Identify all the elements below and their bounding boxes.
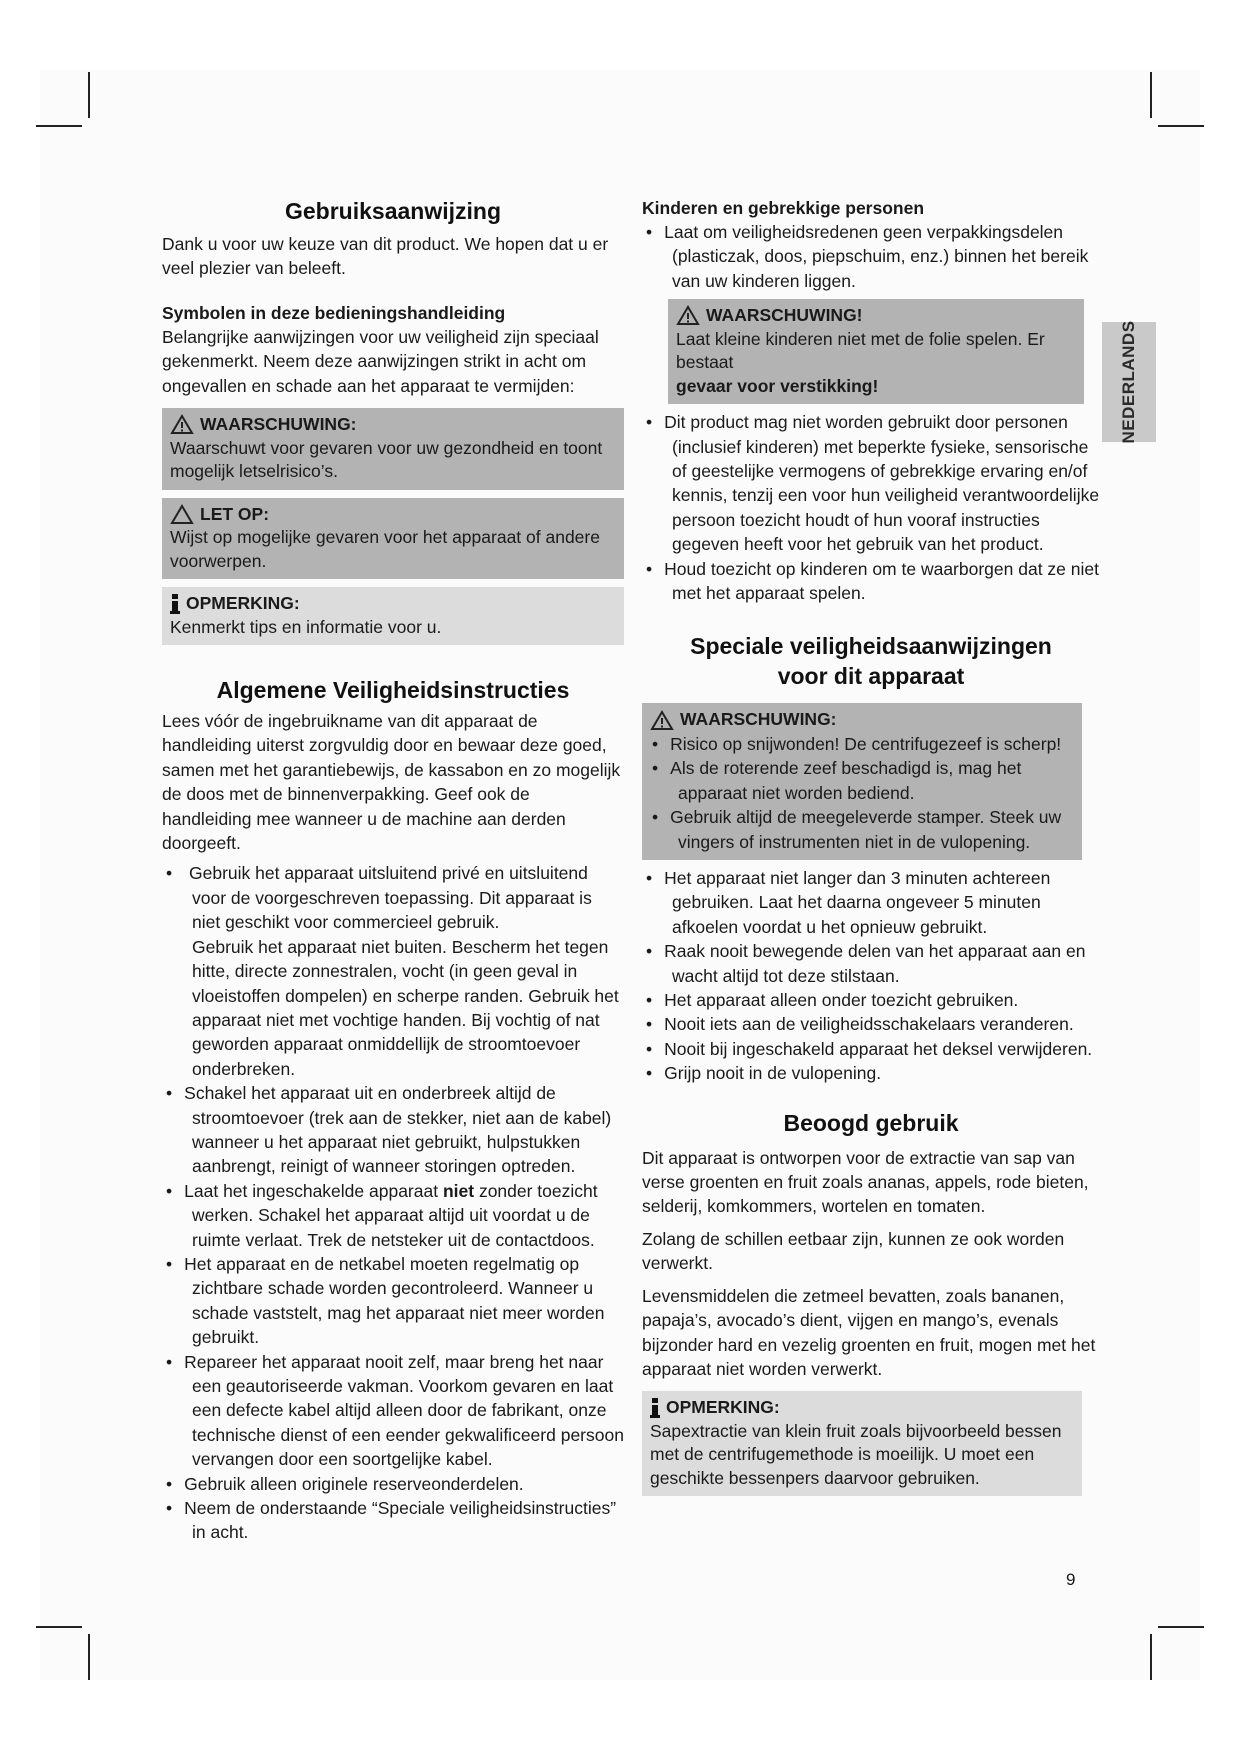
children-warning-bold: gevaar voor verstikking! <box>676 375 879 396</box>
special-title <box>642 631 1100 691</box>
general-safety-list <box>162 861 624 1544</box>
list-item: • Gebruik alleen originele reserveonderdelen. <box>162 1472 624 1496</box>
info-icon <box>170 594 180 614</box>
info-icon <box>650 1398 660 1418</box>
intended-use-text-1: Dit apparaat is ontworpen voor de extractie van sap van verse groenten en fruit zoals ananas, appels, rode bieten, selderij, komkommers, wortelen en tomaten. <box>642 1147 1089 1217</box>
general-intro: Lees vóór de ingebruikname van dit apparaat de handleiding uiterst zorgvuldig door en bewaar deze goed, samen met het garantiebewijs, de kassabon en zo mogelijk de doos met de binnenverpakking. Geef ook de handleiding mee wanneer u de machine aan derden doorgeeft. <box>162 711 621 854</box>
language-tab-label: NEDERLANDS <box>1119 320 1138 444</box>
list-item: • Grijp nooit in de vulopening. <box>642 1061 1100 1085</box>
caution-box <box>162 498 624 580</box>
intended-use-text-2: Zolang de schillen eetbaar zijn, kunnen ze ook worden verwerkt. <box>642 1228 1065 1274</box>
right-column <box>642 196 1100 1496</box>
list-item: • Neem de onderstaande “Speciale veiligheidsinstructies” in acht. <box>162 1496 624 1545</box>
special-warning-list <box>650 732 1074 854</box>
special-warning-title: WAARSCHUWING: <box>680 709 837 730</box>
children-warning-title: WAARSCHUWING! <box>706 305 863 326</box>
list-item: • Laat het ingeschakelde apparaat niet zonder toezicht werken. Schakel het apparaat altijd uit voordat u de ruimte verlaat. Trek de netsteker uit de contactdoos. <box>162 1179 624 1252</box>
list-item: • Het apparaat alleen onder toezicht gebruiken. <box>642 988 1100 1012</box>
children-list-2 <box>642 410 1100 605</box>
crop-mark <box>36 1626 82 1628</box>
warning-box-title: WAARSCHUWING: <box>200 414 357 435</box>
intended-note-title: OPMERKING: <box>666 1397 780 1418</box>
list-item: • Als de roterende zeef beschadigd is, mag het apparaat niet worden bediend. <box>650 756 1074 805</box>
list-item: • Gebruik altijd de meegeleverde stamper. Steek uw vingers of instrumenten niet in de vulopening. <box>650 805 1074 854</box>
special-list <box>642 866 1100 1086</box>
warning-triangle-icon <box>650 710 674 731</box>
crop-mark <box>88 72 90 118</box>
special-title-line-2: voor dit apparaat <box>777 663 965 690</box>
crop-mark <box>88 1634 90 1680</box>
list-item: • Risico op snijwonden! De centrifugezeef is scherp! <box>650 732 1074 756</box>
symbols-heading: Symbolen in deze bedieningshandleiding <box>162 302 506 323</box>
intended-use-text-3: Levensmiddelen die zetmeel bevatten, zoals bananen, papaja’s, avocado’s dient, vijgen en mango’s, evenals bijzonder hard en vezelig groenten en fruit, mogen met het apparaat niet worden verwerkt. <box>642 1285 1096 1379</box>
list-item: • Gebruik het apparaat uitsluitend privé en uitsluitend voor de voorgeschreven toepassing. Dit apparaat is niet geschikt voor commercieel gebruik. Gebruik het apparaat niet buiten. Bescherm het tegen hitte, directe zonnestralen, vocht (in geen geval in vloeistoffen dompelen) en scherpe randen. Gebruik het apparaat niet met vochtige handen. Bij vochtig of nat geworden apparaat onmiddellijk de stroomtoevoer onderbreken. <box>162 861 624 1081</box>
note-box-text: Kenmerkt tips en informatie voor u. <box>170 616 442 637</box>
warning-triangle-icon <box>170 414 194 435</box>
crop-mark <box>36 125 82 127</box>
children-warning-text: Laat kleine kinderen niet met de folie spelen. Er bestaat <box>676 328 1045 373</box>
list-item: • Repareer het apparaat nooit zelf, maar breng het naar een geautoriseerde vakman. Voorkom gevaren en laat een defecte kabel altijd alleen door de fabrikant, onze technische dienst of een eender gekwalificeerd persoon vervangen door een soortgelijke kabel. <box>162 1350 624 1472</box>
intro-text: Dank u voor uw keuze van dit product. We hopen dat u er veel plezier van beleeft. <box>162 234 609 279</box>
special-warning-box <box>642 703 1082 860</box>
list-item: • Dit product mag niet worden gebruikt door personen (inclusief kinderen) met beperkte fysieke, sensorische of geestelijke vermogens of gebrekkige ervaring en/of kennis, tenzij een voor hun veiligheid verantwoordelijke persoon toezicht houdt of hun vooraf instructies gegeven heeft voor het gebruik van het product. <box>642 410 1100 556</box>
general-safety-title: Algemene Veiligheidsinstructies <box>216 677 570 704</box>
crop-mark <box>1158 125 1204 127</box>
children-warning-box <box>668 299 1084 404</box>
caution-box-text: Wijst op mogelijke gevaren voor het apparaat of andere voorwerpen. <box>170 527 600 571</box>
caution-box-title: LET OP: <box>200 503 270 524</box>
note-box-title: OPMERKING: <box>186 593 300 614</box>
warning-box <box>162 408 624 490</box>
caution-triangle-icon <box>170 504 194 525</box>
list-item: • Het apparaat en de netkabel moeten regelmatig op zichtbare schade worden gecontroleerd. Wanneer u schade vaststelt, mag het apparaat niet meer worden gebruikt. <box>162 1252 624 1350</box>
list-item: • Nooit bij ingeschakeld apparaat het deksel verwijderen. <box>642 1037 1100 1061</box>
intended-note-box <box>642 1391 1082 1496</box>
list-item: • Raak nooit bewegende delen van het apparaat aan en wacht altijd tot deze stilstaan. <box>642 939 1100 988</box>
warning-triangle-icon <box>676 305 700 326</box>
list-item: • Houd toezicht op kinderen om te waarborgen dat ze niet met het apparaat spelen. <box>642 557 1100 606</box>
list-item: • Nooit iets aan de veiligheidsschakelaars veranderen. <box>642 1012 1100 1036</box>
crop-mark <box>1150 72 1152 118</box>
intended-note-text: Sapextractie van klein fruit zoals bijvoorbeeld bessen met de centrifugemethode is moeilijk. U moet een geschikte bessenpers daarvoor gebruiken. <box>650 1420 1062 1488</box>
warning-box-text: Waarschuwt voor gevaren voor uw gezondheid en toont mogelijk letselrisico’s. <box>170 437 603 482</box>
note-box <box>162 587 624 645</box>
list-item: • Het apparaat niet langer dan 3 minuten achtereen gebruiken. Laat het daarna ongeveer 5 minuten afkoelen voordat u het opnieuw gebruikt. <box>642 866 1100 939</box>
children-list <box>642 220 1100 293</box>
page-number: 9 <box>1066 1570 1076 1589</box>
children-heading: Kinderen en gebrekkige personen <box>642 198 925 218</box>
list-item: • Laat om veiligheidsredenen geen verpakkingsdelen (plasticzak, doos, piepschuim, enz.) binnen het bereik van uw kinderen liggen. <box>642 220 1100 293</box>
crop-mark <box>1158 1626 1204 1628</box>
intended-use-title: Beoogd gebruik <box>783 1109 959 1136</box>
left-column <box>162 196 624 1545</box>
special-title-line-1: Speciale veiligheidsaanwijzingen <box>690 633 1052 660</box>
list-item-continuation: Gebruik het apparaat niet buiten. Bescherm het tegen hitte, directe zonnestralen, vocht (in geen geval in vloeistoffen dompelen) en scherpe randen. Gebruik het apparaat niet met vochtige handen. Bij vochtig of nat geworden apparaat onmiddellijk de stroomtoevoer onderbreken. <box>192 936 619 1079</box>
language-tab <box>1102 322 1156 442</box>
manual-title: Gebruiksaanwijzing <box>285 198 501 224</box>
list-item: • Schakel het apparaat uit en onderbreek altijd de stroomtoevoer (trek aan de stekker, niet aan de kabel) wanneer u het apparaat niet gebruikt, hulpstukken aanbrengt, reinigt of wanneer storingen optreden. <box>162 1081 624 1179</box>
crop-mark <box>1150 1634 1152 1680</box>
symbols-text: Belangrijke aanwijzingen voor uw veiligheid zijn speciaal gekenmerkt. Neem deze aanwijzingen strikt in acht om ongevallen en schade aan het apparaat te vermijden: <box>162 326 599 396</box>
